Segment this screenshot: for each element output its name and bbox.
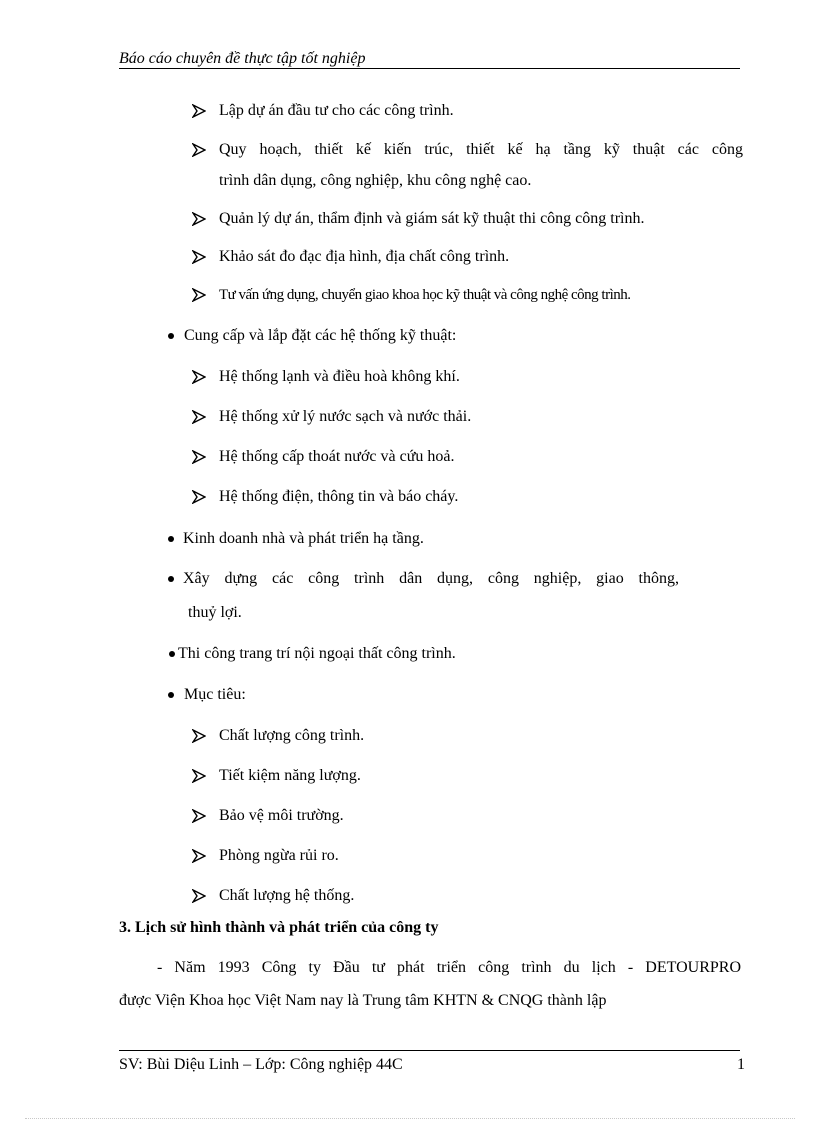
list-item: Quản lý dự án, thẩm định và giám sát kỹ thuật thi công công trình. <box>219 210 645 227</box>
arrow-bullet-icon <box>192 250 206 264</box>
list-item: Hệ thống cấp thoát nước và cứu hoả. <box>219 448 455 465</box>
bullet-dot-icon <box>168 692 174 698</box>
page-number: 1 <box>737 1056 745 1073</box>
arrow-bullet-icon <box>192 490 206 504</box>
list-item: Chất lượng công trình. <box>219 727 365 744</box>
arrow-bullet-icon <box>192 288 206 302</box>
paragraph-line: được Viện Khoa học Việt Nam nay là Trung tâm KHTN & CNQG thành lập <box>119 992 607 1009</box>
header-divider <box>119 68 740 69</box>
list-item: Tiết kiệm năng lượng. <box>219 767 361 784</box>
list-item: Lập dự án đầu tư cho các công trình. <box>219 102 454 119</box>
list-item: Xây dựng các công trình dân dụng, công nghiệp, giao thông, <box>183 570 679 587</box>
arrow-bullet-icon <box>192 889 206 903</box>
arrow-bullet-icon <box>192 143 206 157</box>
arrow-bullet-icon <box>192 450 206 464</box>
list-item: Thi công trang trí nội ngoại thất công trình. <box>178 645 456 662</box>
arrow-bullet-icon <box>192 729 206 743</box>
list-item: Quy hoạch, thiết kế kiến trúc, thiết kế hạ tầng kỹ thuật các công <box>219 141 743 158</box>
bullet-dot-icon <box>168 536 174 542</box>
arrow-bullet-icon <box>192 410 206 424</box>
list-item: Hệ thống điện, thông tin và báo cháy. <box>219 488 459 505</box>
list-item: Cung cấp và lắp đặt các hệ thống kỹ thuật: <box>184 327 457 344</box>
bullet-dot-icon <box>169 651 175 657</box>
list-item: Khảo sát đo đạc địa hình, địa chất công trình. <box>219 248 510 265</box>
page-header-title: Báo cáo chuyên đề thực tập tốt nghiệp <box>119 50 366 67</box>
arrow-bullet-icon <box>192 849 206 863</box>
bullet-dot-icon <box>168 576 174 582</box>
arrow-bullet-icon <box>192 370 206 384</box>
section-heading: 3. Lịch sử hình thành và phát triển của công ty <box>119 919 439 936</box>
page-footer-text: SV: Bùi Diệu Linh – Lớp: Công nghiệp 44C <box>119 1056 403 1073</box>
list-item: Mục tiêu: <box>184 686 246 703</box>
list-item: Hệ thống lạnh và điều hoà không khí. <box>219 368 460 385</box>
list-item: Phòng ngừa rủi ro. <box>219 847 339 864</box>
arrow-bullet-icon <box>192 212 206 226</box>
arrow-bullet-icon <box>192 769 206 783</box>
list-item-continuation: thuỷ lợi. <box>188 604 242 621</box>
list-item: Hệ thống xử lý nước sạch và nước thải. <box>219 408 472 425</box>
list-item: Tư vấn ứng dụng, chuyển giao khoa học kỹ thuật và công nghệ công trình. <box>219 287 631 303</box>
bullet-dot-icon <box>168 333 174 339</box>
list-item: Chất lượng hệ thống. <box>219 887 355 904</box>
page-bottom-border <box>25 1118 795 1119</box>
list-item-continuation: trình dân dụng, công nghiệp, khu công nghệ cao. <box>219 172 532 189</box>
footer-divider <box>119 1050 740 1051</box>
arrow-bullet-icon <box>192 809 206 823</box>
paragraph-line: - Năm 1993 Công ty Đầu tư phát triển công trình du lịch - DETOURPRO <box>157 959 741 976</box>
arrow-bullet-icon <box>192 104 206 118</box>
list-item: Kinh doanh nhà và phát triển hạ tầng. <box>183 530 424 547</box>
list-item: Bảo vệ môi trường. <box>219 807 344 824</box>
